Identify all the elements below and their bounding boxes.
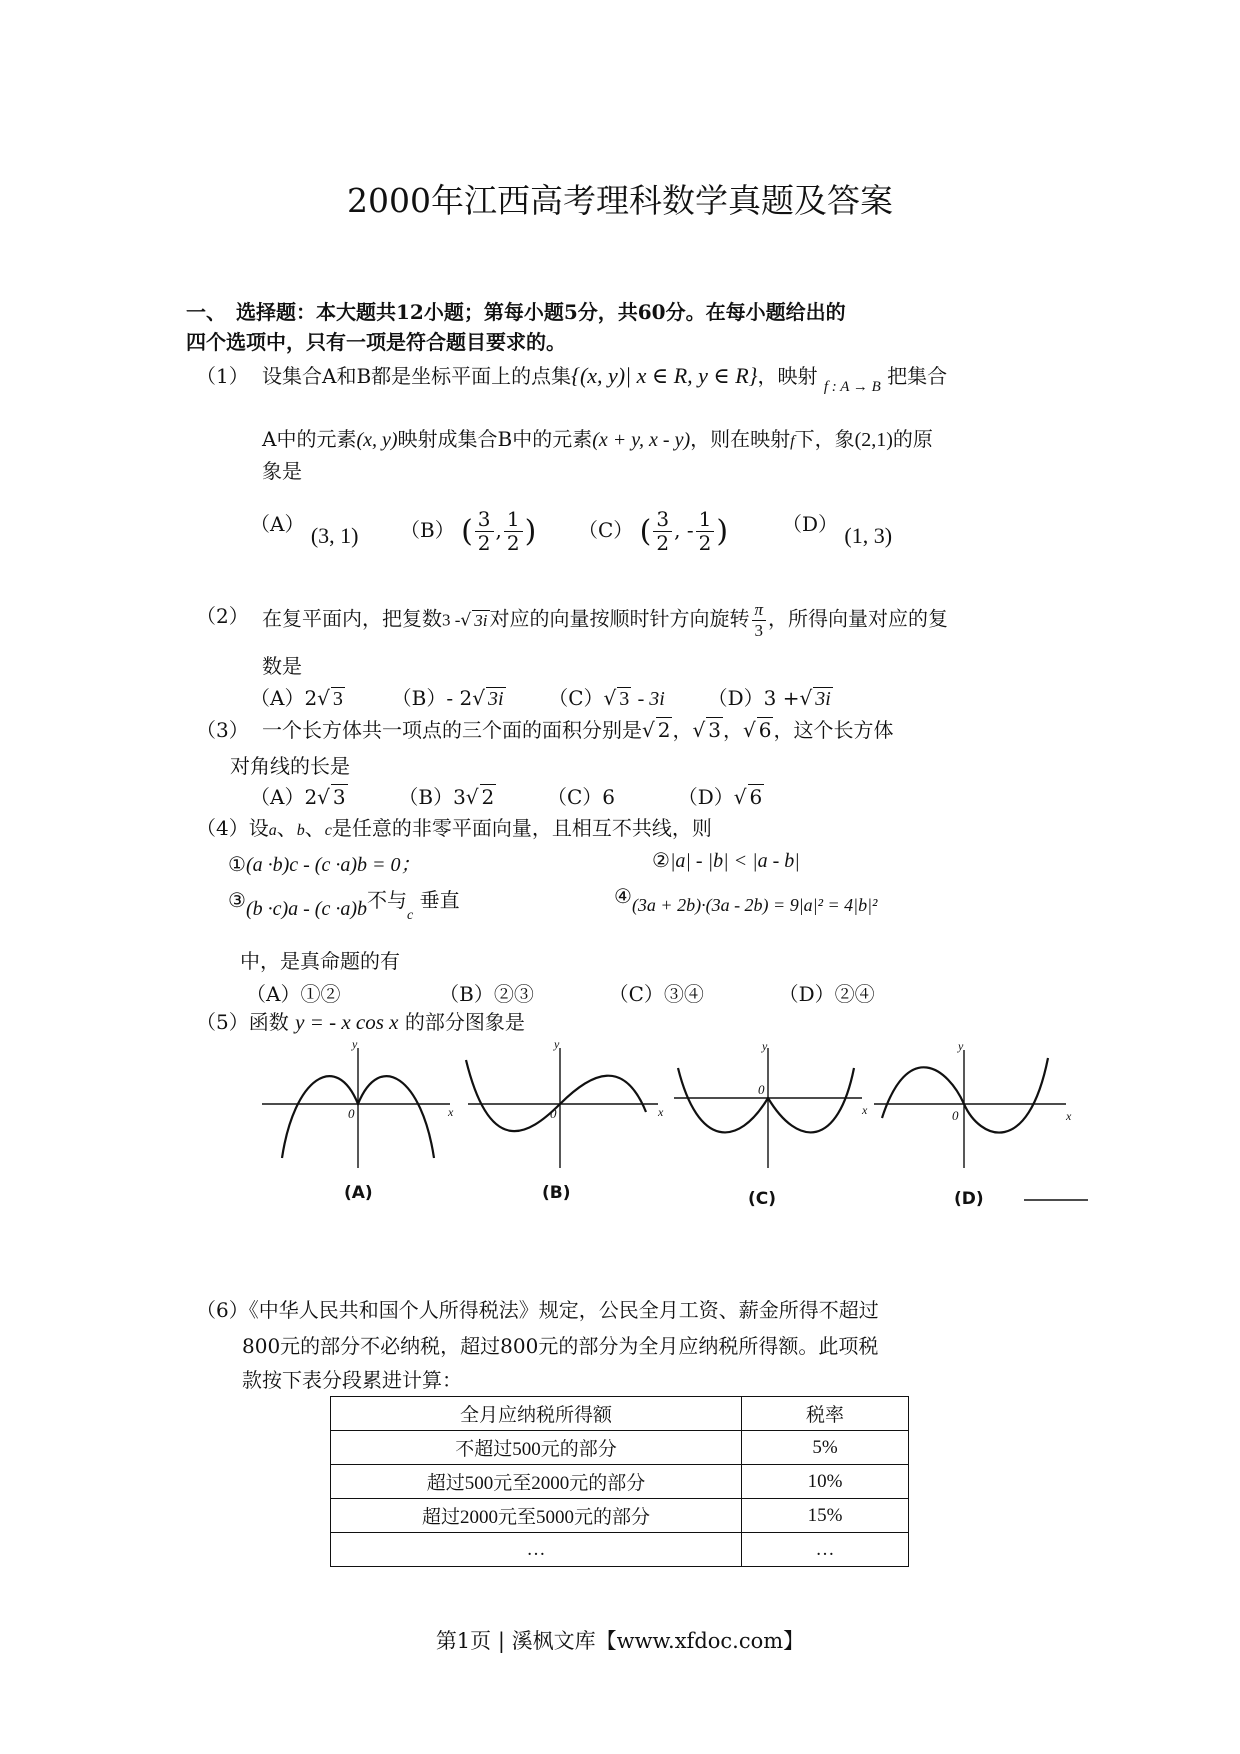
q5-graph-d — [874, 1050, 1066, 1168]
q1-text-line2 — [262, 423, 933, 452]
q4-text: （4）设a、b、c是任意的非零平面向量，且相互不共线，则 — [196, 816, 712, 840]
q1-b-num2: 1 — [504, 508, 523, 532]
q1-option-d-label: （D） — [782, 512, 839, 536]
q1-image-point: (2,1) — [854, 429, 893, 451]
q5-graph-d-x-label: x — [1066, 1109, 1072, 1123]
table-row — [331, 1533, 909, 1567]
q3-option-a-radicand: 3 — [332, 785, 346, 809]
q1-option-c: （C） ( $\frac{3}{2}$ , - $\frac{1}{2}$ ) — [578, 507, 729, 555]
q3-number: （3） — [196, 718, 249, 742]
q2-option-b: （B）- 2 — [391, 686, 473, 710]
q5-graph-d-caption: (D) — [954, 1189, 984, 1209]
table-cell-income: 不超过500元的部分 — [331, 1431, 742, 1465]
q2-option-c-rest: - 3i — [637, 688, 665, 710]
q2-option-d: （D）3 + — [707, 686, 800, 710]
q3-text-b: ，这个长方体 — [773, 718, 894, 742]
q6-text-line3: 款按下表分段累进计算： — [242, 1368, 462, 1392]
q1-c-num1: 3 — [653, 508, 672, 532]
q1-text-d: A中的元素 — [262, 427, 357, 451]
q1-c-neg: - — [686, 518, 694, 542]
q1-option-a-value: (3, 1) — [310, 523, 359, 548]
q5-graph-a-caption: (A) — [344, 1183, 373, 1203]
q4-vector-b: b — [296, 822, 305, 839]
q1-text — [262, 360, 947, 396]
q1-text-f: 映射成集合B中的元素 — [397, 427, 593, 451]
table-header-income: 全月应纳税所得额 — [331, 1397, 742, 1431]
q2-number: （2） — [196, 604, 249, 628]
q3-text-a: 一个长方体共一项点的三个面的面积分别是 — [262, 718, 642, 742]
q2-option-c-radicand: 3 — [619, 688, 630, 710]
q4-s1-mark: ① — [228, 852, 246, 876]
q4-s3-mark: ③ — [228, 888, 246, 912]
q5-graphs — [258, 1038, 1088, 1218]
page-title: 2000年江西高考理科数学真题及答案 — [347, 181, 893, 220]
q2-option-b-radicand: 3i — [487, 688, 504, 710]
table-header-rate: 税率 — [742, 1397, 909, 1431]
q1-b-num1: 3 — [475, 508, 494, 532]
q4-option-d: （D）②④ — [778, 982, 875, 1006]
table-cell-income: 超过2000元至5000元的部分 — [331, 1499, 742, 1533]
q5-graph-c — [674, 1048, 862, 1168]
q1-text-i: 下，象 — [794, 427, 855, 451]
q5-graph-b-y-label: y — [554, 1038, 560, 1051]
q1-option-a — [250, 508, 359, 548]
q2-z-real: 3 - — [442, 610, 461, 630]
q4-s2-mark: ② — [652, 848, 670, 872]
q2-z-imag: 3i — [474, 610, 488, 630]
q1-b-den1: 2 — [477, 531, 491, 555]
table-cell-income: 超过500元至2000元的部分 — [331, 1465, 742, 1499]
q4-number: （4）设 — [196, 816, 269, 840]
q5-graph-a-x-label: x — [448, 1105, 454, 1119]
q1-option-a-label: （A） — [250, 512, 305, 536]
q4-options — [246, 978, 875, 1007]
q4-option-b: （B）②③ — [439, 982, 534, 1006]
table-row — [331, 1499, 909, 1533]
q4-vector-a: a — [268, 822, 277, 839]
q2-angle-den: 3 — [754, 620, 764, 640]
q4-statement-3 — [228, 884, 460, 923]
q2-option-c: （C） — [548, 686, 604, 710]
q1-text-line3: 象是 — [262, 459, 302, 483]
q1-c-den2: 2 — [698, 531, 712, 555]
table-cell-rate: … — [742, 1533, 909, 1567]
table-row — [331, 1465, 909, 1499]
q5-graph-b-caption: (B) — [542, 1183, 571, 1203]
q3-option-d-radicand: 6 — [749, 785, 763, 809]
q5-graph-c-origin: 0 — [758, 1082, 765, 1097]
q4-sep-1: 、 — [276, 816, 297, 840]
q2-option-a: （A）2 — [250, 686, 318, 710]
q6-text-line2: 800元的部分不必纳税，超过800元的部分为全月应纳税所得额。此项税 — [242, 1334, 879, 1358]
q3-option-d: （D） — [677, 785, 734, 809]
q1-map: f : A → B — [823, 379, 881, 395]
q1-option-c-label: （C） — [578, 518, 634, 542]
q4-s4-math: (3a + 2b)·(3a - 2b) = 9|a|² = 4|b|² — [631, 895, 878, 915]
q5-graph-d-y-label: y — [958, 1039, 964, 1053]
q5-text — [196, 1006, 525, 1035]
q3-area-1: 2 — [657, 718, 671, 742]
q5-graph-b — [466, 1048, 658, 1168]
q1-text-a: 设集合A和B都是坐标平面上的点集 — [262, 364, 572, 388]
q1-b-den2: 2 — [506, 531, 520, 555]
q4-s3-text: 不与 — [367, 888, 407, 912]
q3-text: 一个长方体共一项点的三个面的面积分别是√ 2 ，√ 3 ，√ 6 ，这个长方体 — [262, 718, 894, 742]
q5-graph-c-caption: (C) — [748, 1189, 777, 1209]
q5-graph-b-origin: 0 — [550, 1106, 557, 1121]
q3-area-3: 6 — [758, 718, 772, 742]
q4-text-b: 中，是真命题的有 — [240, 949, 400, 973]
q1-f-symbol: f — [790, 433, 795, 450]
q4-statement-4 — [614, 884, 878, 915]
q1-text-b: ，映射 — [757, 364, 818, 388]
q2-text-a: 在复平面内，把复数 — [262, 606, 442, 631]
q5-graph-c-x-label: x — [862, 1103, 868, 1117]
q4-s1-math: (a ·b)c - (c ·a)b = 0； — [245, 854, 421, 876]
q6-text-line1: （6）《中华人民共和国个人所得税法》规定，公民全月工资、薪金所得不超过 — [196, 1298, 879, 1322]
q5-text-b: 的部分图象是 — [404, 1010, 525, 1034]
q5-graph-a-y-label: y — [352, 1038, 358, 1051]
q1-option-b: （B） ( $\frac{3}{2}$ , $\frac{1}{2}$ ) — [400, 507, 537, 555]
q4-s3-math: (b ·c)a - (c ·a)b — [245, 898, 367, 920]
table-cell-rate: 5% — [742, 1431, 909, 1465]
q4-s3-end: 垂直 — [419, 888, 460, 912]
q3-area-2: 3 — [708, 718, 721, 742]
table-header-row — [331, 1397, 909, 1431]
q2-text: 在复平面内，把复数3 -√ 3i 对应的向量按顺时针方向旋转 $\frac{\pi}{3}$ ，所得向量对应的复 — [262, 600, 949, 640]
tax-rate-table — [330, 1396, 909, 1567]
q4-s3-vector-c: c — [407, 908, 414, 923]
q3-comma: ， — [672, 718, 693, 742]
q1-element: (x, y) — [356, 429, 398, 451]
q4-s4-mark: ④ — [614, 884, 632, 908]
table-row — [331, 1431, 909, 1465]
q4-s2-math: |a| - |b| < |a - b| — [669, 850, 800, 872]
q1-text-h: ，则在映射 — [690, 427, 791, 451]
q3-option-a: （A）2 — [250, 785, 318, 809]
table-cell-rate: 10% — [742, 1465, 909, 1499]
q4-option-c: （C）③④ — [608, 982, 704, 1006]
q1-option-d — [782, 508, 893, 548]
q1-text-c: 把集合 — [887, 364, 948, 388]
q3-option-c: （C）6 — [547, 785, 616, 809]
q5-graph-b-x-label: x — [658, 1105, 664, 1119]
table-cell-rate: 15% — [742, 1499, 909, 1533]
q1-option-d-value: (1, 3) — [844, 523, 893, 548]
q3-options: （A）2√ 3 （B）3√ 2 （C）6 （D）√ 6 — [250, 785, 763, 809]
q4-vector-c: c — [324, 822, 332, 839]
q5-graph-a — [262, 1048, 450, 1168]
section-heading-line2: 四个选项中，只有一项是符合题目要求的。 — [186, 330, 566, 354]
q2-option-d-radicand: 3i — [815, 688, 831, 710]
q5-text-a: （5）函数 — [196, 1010, 289, 1034]
q4-option-a: （A）①② — [246, 982, 341, 1006]
q1-number: （1） — [196, 364, 249, 388]
q2-option-a-radicand: 3 — [332, 688, 343, 710]
q2-text-c: ，所得向量对应的复 — [768, 606, 949, 631]
q1-c-num2: 1 — [696, 508, 715, 532]
q2-angle-num: π — [752, 600, 767, 621]
q1-text-j: 的原 — [892, 427, 933, 451]
q1-set: {(x, y)| x ∈ R, y ∈ R} — [571, 363, 758, 388]
q1-option-b-label: （B） — [400, 518, 455, 542]
q3-text-line2: 对角线的长是 — [230, 754, 350, 778]
q4-statement-1 — [228, 848, 421, 877]
q2-options: （A）2√ 3 （B）- 2√ 3i （C）√ 3 - 3i （D）3 +√ 3i — [250, 686, 831, 710]
q4-text-a: 是任意的非零平面向量，且相互不共线，则 — [331, 816, 712, 840]
section-heading-line1: 一、 选择题：本大题共12小题；第每小题5分，共60分。在每小题给出的 — [186, 300, 846, 324]
q1-image-element: (x + y, x - y) — [592, 429, 691, 451]
table-cell-income: … — [331, 1533, 742, 1567]
q5-graph-d-origin: 0 — [952, 1108, 959, 1123]
q3-option-b: （B）3 — [398, 785, 466, 809]
page-footer: 第1页 | 溪枫文库【www.xfdoc.com】 — [435, 1629, 805, 1653]
q2-text-b: 对应的向量按顺时针方向旋转 — [489, 606, 750, 631]
q4-statement-2 — [652, 848, 800, 873]
q5-graph-a-origin: 0 — [348, 1106, 355, 1121]
q1-c-den1: 2 — [656, 531, 670, 555]
q5-graph-c-y-label: y — [762, 1039, 768, 1053]
q2-text-line2: 数是 — [262, 654, 302, 678]
q5-function: y = - x cos x — [295, 1010, 399, 1034]
q3-option-b-radicand: 2 — [481, 785, 495, 809]
